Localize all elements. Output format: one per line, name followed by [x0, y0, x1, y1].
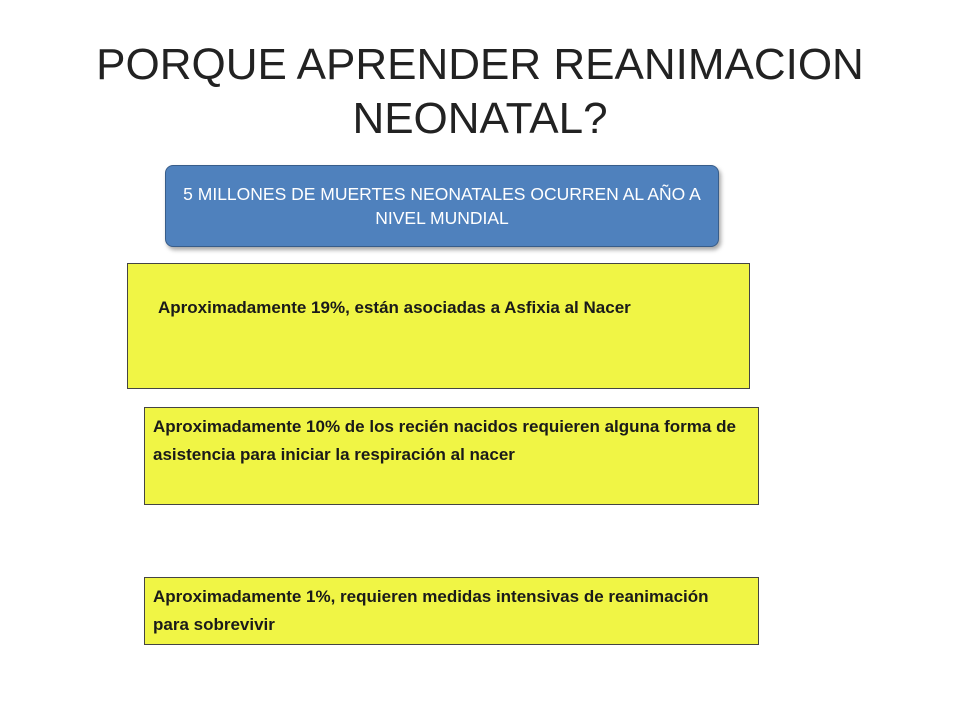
intensive-resuscitation-fact-text: Aproximadamente 1%, requieren medidas intensivas de reanimación para sobrevivir — [153, 587, 709, 634]
slide-title: PORQUE APRENDER REANIMACION NEONATAL? — [96, 40, 864, 143]
intensive-resuscitation-fact-box — [144, 577, 759, 645]
neonatal-deaths-text: 5 MILLONES DE MUERTES NEONATALES OCURREN AL AÑO A NIVEL MUNDIAL — [183, 184, 701, 228]
asphyxia-fact-text: Aproximadamente 19%, están asociadas a Asfixia al Nacer — [158, 298, 631, 317]
breathing-assistance-fact-box — [144, 407, 759, 505]
neonatal-deaths-box — [165, 165, 719, 247]
breathing-assistance-fact-text: Aproximadamente 10% de los recién nacidos requieren alguna forma de asistencia para iniciar la respiración al nacer — [153, 417, 736, 464]
asphyxia-fact-box — [127, 263, 750, 389]
